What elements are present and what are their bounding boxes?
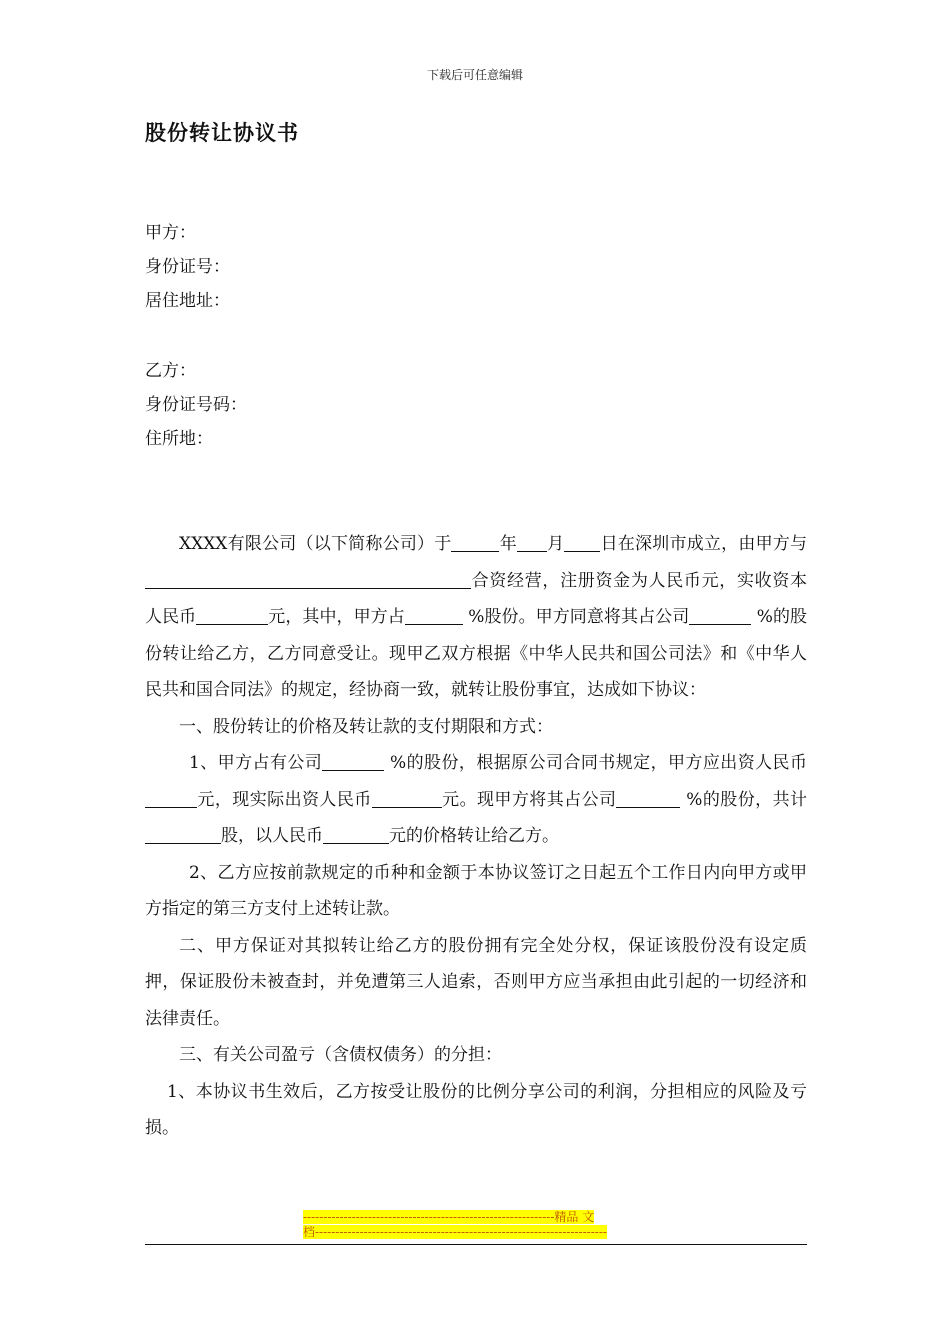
footer-watermark-line-2: 档------------------------------------------------------------------------ [303,1225,607,1239]
clause-text: %的股份，根据原公司合同书规定，甲方应出资人民币 [384,753,807,773]
party-b-name-label: 乙方： [145,361,196,381]
clause-text: 股，以人民币 [221,826,323,846]
intro-text: 合资经营，注册资金为人民币元，实收资本人民币 [145,570,807,627]
blank-price [323,823,389,844]
clause-text: 1、甲方占有公司 [189,753,323,773]
section-2: 二、甲方保证对其拟转让给乙方的股份拥有完全处分权，保证该股份没有设定质押，保证股份未被查封，并免遭第三人追索，否则甲方应当承担由此引起的一切经济和法律责任。 [145,935,807,1029]
section-3-heading: 三、有关公司盈亏（含债权债务）的分担： [179,1045,502,1065]
intro-text: %股份。甲方同意将其占公司 [462,607,690,627]
party-a-id-label: 身份证号： [145,257,230,277]
footer-watermark [303,1210,648,1240]
blank-partner [145,568,471,589]
blank-day [564,531,600,552]
party-a-address-label: 居住地址： [145,291,230,311]
blank-paid-capital [196,604,268,625]
intro-text: 年 [499,534,517,554]
header-note: 下载后可任意编辑 [426,68,523,82]
party-b-block [145,354,247,456]
clause-1-2: 2、乙方应按前款规定的币种和金额于本协议签订之日起五个工作日内向甲方或甲方指定的第三方支付上述转让款。 [145,862,807,919]
document-title: 股份转让协议书 [145,120,299,145]
intro-text: %的股份转让给乙方，乙方同意受让。现甲乙双方根据《中华人民共和国公司法》和《中华人民共和国合同法》的规定，经协商一致，就转让股份事宜，达成如下协议： [145,607,808,700]
blank-actual-capital [372,787,442,808]
blank-transfer-percent [616,787,680,808]
party-b-id-label: 身份证号码： [145,395,247,415]
clause-3-1: 1、本协议书生效后，乙方按受让股份的比例分享公司的利润，分担相应的风险及亏损。 [145,1081,807,1138]
clause-text: %的股份，共计 [680,789,807,810]
intro-text: 元，其中，甲方占 [268,607,405,627]
intro-paragraph [145,526,807,709]
party-a-block [145,216,230,318]
intro-text: 日在深圳市成立，由甲方与 [600,534,808,554]
blank-party-a-share [405,604,463,625]
party-b-address-label: 住所地： [145,429,213,449]
section-1-heading: 一、股份转让的价格及转让款的支付期限和方式： [179,716,553,737]
intro-text: 月 [546,534,565,554]
footer-watermark-line-1: --------------------------------------------------------------精品 文 [303,1210,595,1224]
blank-transfer-share [689,604,751,625]
blank-month [517,531,547,552]
blank-year [451,531,499,552]
party-a-name-label: 甲方： [145,223,196,243]
intro-text: XXXX有限公司（以下简称公司）于 [179,534,452,554]
footer-divider [145,1244,807,1245]
clause-text: 元。现甲方将其占公司 [441,789,617,810]
blank-held-share [322,750,384,771]
blank-required-capital [145,787,197,808]
agreement-body [145,526,807,1147]
clause-text: 元的价格转让给乙方。 [389,826,559,846]
blank-share-count [145,823,221,844]
clause-text: 元，现实际出资人民币 [197,789,372,810]
clause-1-1 [145,745,807,855]
